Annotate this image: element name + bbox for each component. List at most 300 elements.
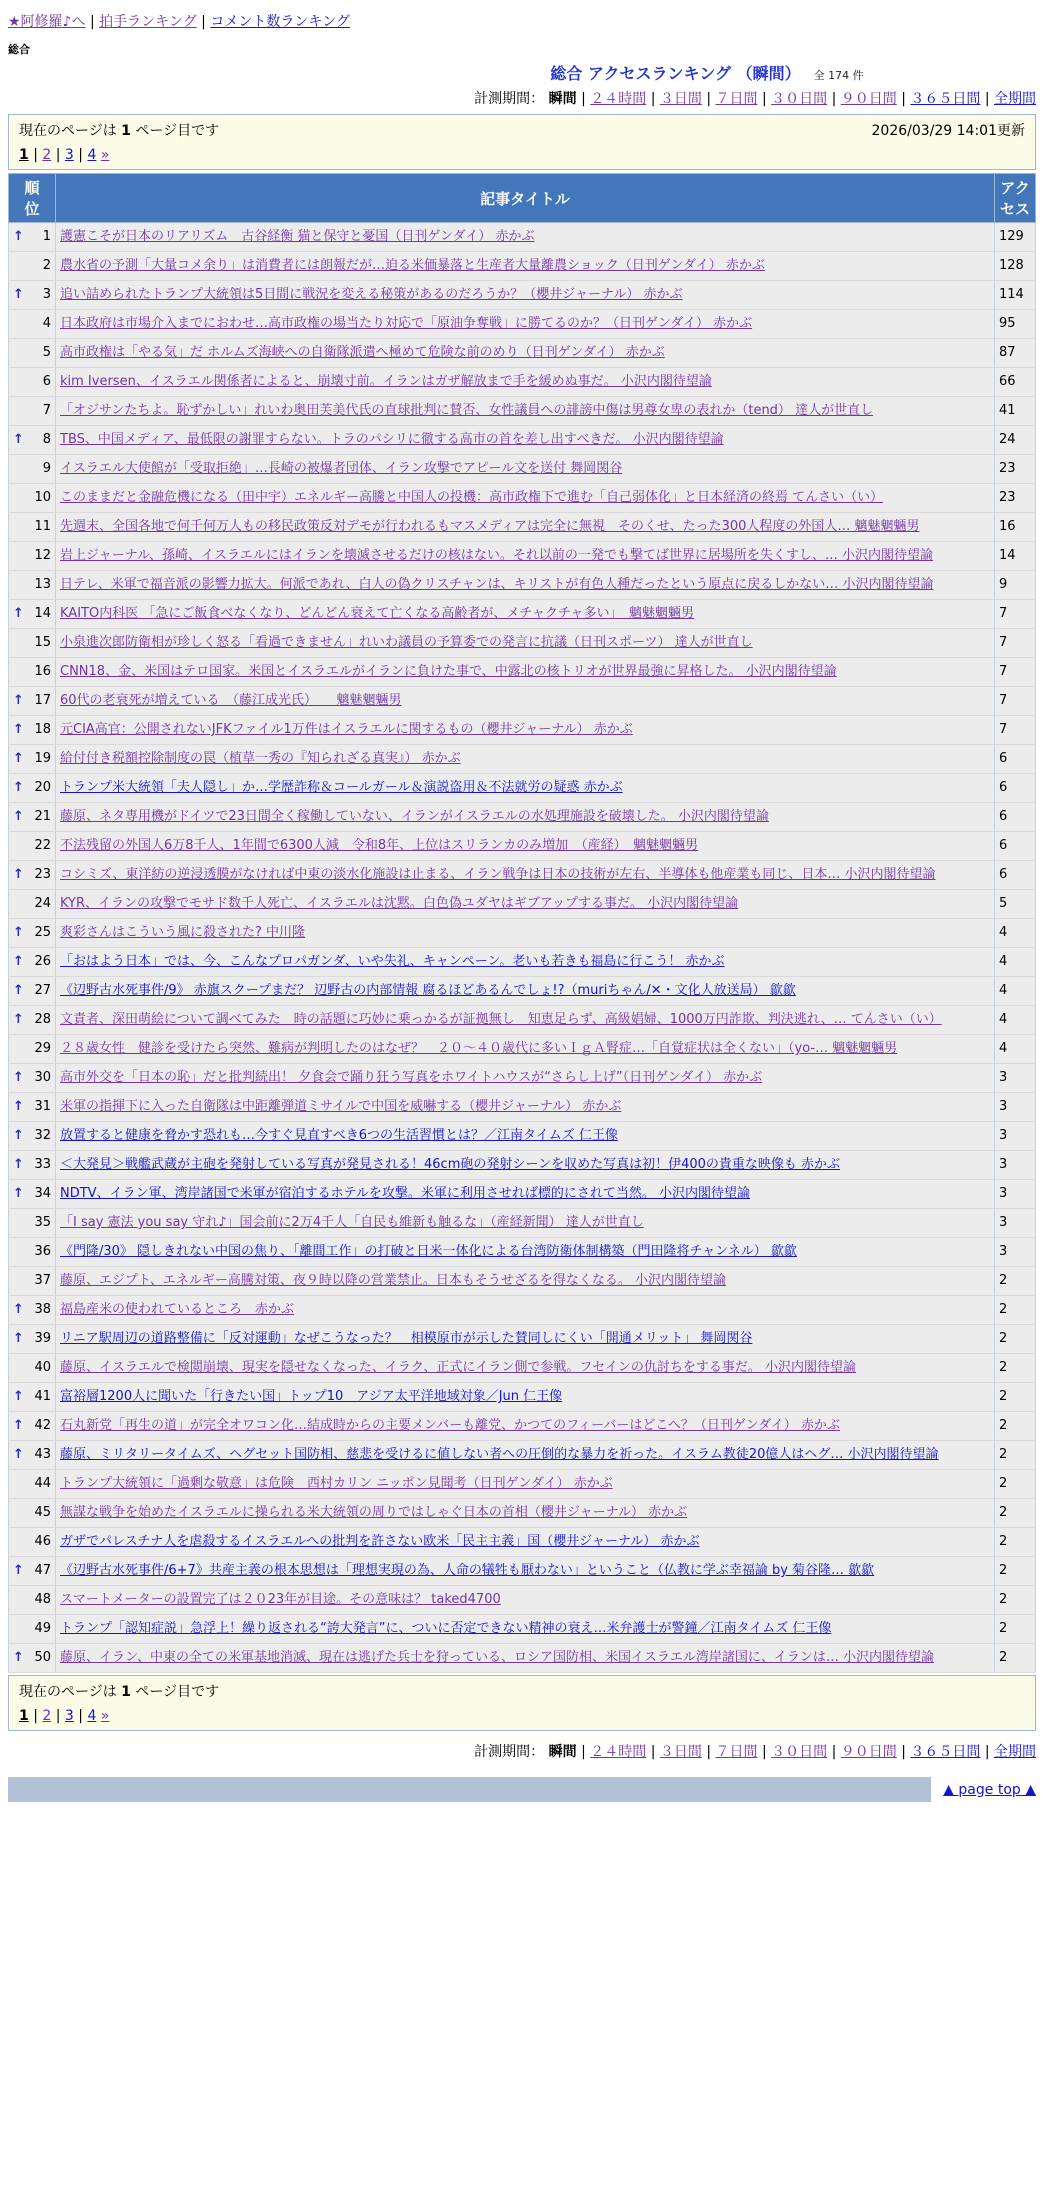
period-link[interactable]: 全期間 <box>994 91 1036 107</box>
table-row <box>9 1180 1036 1209</box>
pagination-page-link[interactable]: 4 <box>87 1708 97 1724</box>
title-cell <box>56 1412 995 1441</box>
rank-number: 15 <box>34 635 51 650</box>
rank-cell <box>9 310 56 339</box>
article-link[interactable]: 「おはよう日本」では、今、こんなプロパガンダ、いや失礼、キャンペーン。老いも若きも福島に行こう！ 赤かぶ <box>60 954 725 969</box>
table-row <box>9 1412 1036 1441</box>
table-row <box>9 1644 1036 1673</box>
footer-band <box>8 1777 1036 1802</box>
article-link[interactable]: 農水省の予測「大量コメ余り」は消費者には朗報だが…迫る米価暴落と生産者大量離農ショック（日刊ゲンダイ） 赤かぶ <box>60 258 765 273</box>
table-row <box>9 426 1036 455</box>
period-link[interactable]: ２４時間 <box>590 1744 647 1760</box>
table-row <box>9 1238 1036 1267</box>
article-link[interactable]: 富裕層1200人に聞いた「行きたい国」トップ10 アジア太平洋地域対象／Jun 仁王像 <box>60 1389 563 1404</box>
article-link[interactable]: 米軍の指揮下に入った自衛隊は中距離弾道ミサイルで中国を威嚇する（櫻井ジャーナル） 赤かぶ <box>60 1099 622 1114</box>
access-count: 7 <box>995 658 1036 687</box>
access-count: 95 <box>995 310 1036 339</box>
rank-number: 6 <box>42 374 51 389</box>
article-link[interactable]: KAITO内科医 「急にご飯食べなくなり、どんどん衰えて亡くなる高齢者が、メチャクチャ多い」 魑魅魍魎男 <box>60 606 695 621</box>
page-info-prefix: 現在のページは <box>19 123 122 139</box>
rank-number: 2 <box>42 258 51 273</box>
period-link[interactable]: ７日間 <box>715 91 758 107</box>
separator: | <box>980 91 994 107</box>
title-cell <box>56 426 995 455</box>
article-link[interactable]: 高市政権は「やる気」だ ホルムズ海峡への自衛隊派遣へ極めて危険な前のめり（日刊ゲンダイ） 赤かぶ <box>60 345 665 360</box>
table-row <box>9 658 1036 687</box>
rank-cell <box>9 629 56 658</box>
rank-up-arrow-icon: ↑ <box>13 925 24 940</box>
top-nav-link[interactable]: コメント数ランキング <box>210 14 350 30</box>
rank-number: 38 <box>34 1302 51 1317</box>
article-link[interactable]: 《辺野古水死事件/9》 赤旗スクープまだ？ 辺野古の内部情報 腐るほどあるんでしょ!?（muriちゃん/✕・文化人放送局） 歙歙 <box>60 983 796 998</box>
rank-cell <box>9 1441 56 1470</box>
rank-cell <box>9 948 56 977</box>
rank-cell <box>9 716 56 745</box>
rank-up-arrow-icon: ↑ <box>13 1418 24 1433</box>
rank-up-arrow-icon: ↑ <box>13 780 24 795</box>
access-count: 23 <box>995 455 1036 484</box>
rank-up-arrow-icon: ↑ <box>13 1331 24 1346</box>
rank-number: 7 <box>42 403 51 418</box>
article-link[interactable]: コシミズ、東洋紡の逆浸透膜がなければ中東の淡水化施設は止まる、イラン戦争は日本の技術が左右、半導体も他産業も同じ、日本… 小沢内閣待望論 <box>60 867 936 882</box>
article-link[interactable]: 福島産米の使われているところ 赤かぶ <box>60 1302 295 1317</box>
rank-cell <box>9 1412 56 1441</box>
table-row <box>9 1586 1036 1615</box>
rank-up-arrow-icon: ↑ <box>13 1302 24 1317</box>
table-row <box>9 1557 1036 1586</box>
access-count: 2 <box>995 1354 1036 1383</box>
separator: | <box>701 1744 716 1760</box>
article-link[interactable]: トランプ米大統領「夫人隠し」か…学歴詐称＆コールガール＆演説盗用＆不法就労の疑惑 赤かぶ <box>60 780 623 795</box>
pagination-current-page[interactable]: 1 <box>19 147 29 163</box>
rank-number: 50 <box>34 1650 51 1665</box>
rank-number: 35 <box>34 1215 51 1230</box>
rank-number: 13 <box>34 577 51 592</box>
rank-cell <box>9 1238 56 1267</box>
article-link[interactable]: このままだと金融危機になる（田中宇）エネルギー高騰と中国人の投機：高市政権下で進む「自己弱体化」と日本経済の終焉 てんさい（い） <box>60 490 884 505</box>
rank-cell <box>9 1151 56 1180</box>
title-cell <box>56 223 995 252</box>
rank-cell <box>9 832 56 861</box>
rank-number: 33 <box>34 1157 51 1172</box>
title-cell <box>56 1528 995 1557</box>
article-link[interactable]: トランプ「認知症説」急浮上！繰り返される“誇大発言”に、ついに否定できない精神の衰え…米弁護士が警鐘／江南タイムズ 仁王像 <box>60 1621 832 1636</box>
rank-cell <box>9 687 56 716</box>
access-count: 6 <box>995 832 1036 861</box>
access-count: 14 <box>995 542 1036 571</box>
article-link[interactable]: 給付付き税額控除制度の罠（植草一秀の『知られざる真実』） 赤かぶ <box>60 751 461 766</box>
access-count: 7 <box>995 716 1036 745</box>
rank-number: 39 <box>34 1331 51 1346</box>
access-count: 2 <box>995 1412 1036 1441</box>
article-link[interactable]: 「I say 憲法 you say 守れ♪」国会前に2万4千人「自民も維新も触るな」（産経新聞） 達人が世直し <box>60 1215 644 1230</box>
separator: | <box>51 1708 65 1724</box>
separator: | <box>757 1744 772 1760</box>
table-row <box>9 890 1036 919</box>
rank-cell <box>9 1615 56 1644</box>
rank-up-arrow-icon: ↑ <box>13 1012 24 1027</box>
rank-number: 32 <box>34 1128 51 1143</box>
table-row <box>9 1296 1036 1325</box>
separator: | <box>576 91 591 107</box>
article-link[interactable]: 藤原、ミリタリータイムズ、ヘグセット国防相、慈悲を受けるに値しない者への圧倒的な暴力を祈った。イスラム教徒20億人はヘグ… 小沢内閣待望論 <box>60 1447 939 1462</box>
article-link[interactable]: 藤原、イスラエルで検閲崩壊、現実を隠せなくなった、イラク、正式にイラン側で参戦。フセインの仇討ちをする事だ。 小沢内閣待望論 <box>60 1360 856 1375</box>
article-link[interactable]: トランプ大統領に「過剰な敬意」は危険 西村カリン ニッポン見聞考（日刊ゲンダイ） 赤かぶ <box>60 1476 613 1491</box>
table-row <box>9 1122 1036 1151</box>
top-nav-link[interactable]: ★阿修羅♪へ <box>8 14 86 30</box>
title-cell <box>56 1006 995 1035</box>
rank-cell <box>9 571 56 600</box>
period-link[interactable]: ３０日間 <box>771 1744 828 1760</box>
period-nav-label: 計測期間： <box>474 1744 549 1760</box>
title-cell <box>56 1557 995 1586</box>
separator: | <box>646 91 660 107</box>
access-count: 3 <box>995 1122 1036 1151</box>
rank-up-arrow-icon: ↑ <box>13 1563 24 1578</box>
access-count: 2 <box>995 1528 1036 1557</box>
table-row <box>9 1006 1036 1035</box>
access-count: 7 <box>995 629 1036 658</box>
rank-up-arrow-icon: ↑ <box>13 722 24 737</box>
title-cell <box>56 571 995 600</box>
table-row <box>9 368 1036 397</box>
article-link[interactable]: イスラエル大使館が「受取拒絶」…長崎の被爆者団体、イラン攻撃でアピール文を送付 舞岡関谷 <box>60 461 623 476</box>
separator: | <box>51 147 65 163</box>
access-count: 4 <box>995 919 1036 948</box>
table-row <box>9 919 1036 948</box>
table-row <box>9 1528 1036 1557</box>
pagination-page-link[interactable]: 2 <box>42 147 52 163</box>
ranking-table <box>8 173 1036 1673</box>
article-link[interactable]: 日本政府は市場介入までにおわせ…高市政権の場当たり対応で「原油争奪戦」に勝てるのか？（日刊ゲンダイ） 赤かぶ <box>60 316 753 331</box>
article-link[interactable]: 先週末、全国各地で何千何万人もの移民政策反対デモが行われるもマスメディアは完全に無視 そのくせ、たった300人程度の外国人… 魑魅魍魎男 <box>60 519 920 534</box>
access-count: 5 <box>995 890 1036 919</box>
rank-number: 12 <box>34 548 51 563</box>
rank-cell <box>9 1035 56 1064</box>
rank-up-arrow-icon: ↑ <box>13 1447 24 1462</box>
article-link[interactable]: スマートメーターの設置完了は２０23年が目途。その意味は？ taked4700 <box>60 1592 501 1607</box>
article-link[interactable]: 小泉進次郎防衛相が珍しく怒る「看過できません」れいわ議員の予算委での発言に抗議（日刊スポーツ） 達人が世直し <box>60 635 753 650</box>
article-link[interactable]: 60代の老衰死が増えている （藤江成光氏） 魑魅魍魎男 <box>60 693 402 708</box>
rank-up-arrow-icon: ↑ <box>13 693 24 708</box>
title-cell <box>56 832 995 861</box>
separator: | <box>28 1708 43 1724</box>
title-cell <box>56 1035 995 1064</box>
access-count: 2 <box>995 1325 1036 1354</box>
rank-cell <box>9 861 56 890</box>
page-title-line <box>8 61 1036 84</box>
rank-number: 31 <box>34 1099 51 1114</box>
rank-cell <box>9 890 56 919</box>
access-count: 3 <box>995 1093 1036 1122</box>
period-link[interactable]: ３６５日間 <box>910 1744 981 1760</box>
table-row <box>9 687 1036 716</box>
rank-number: 34 <box>34 1186 51 1201</box>
title-cell <box>56 513 995 542</box>
page-info-number: 1 <box>121 1684 131 1700</box>
separator: | <box>646 1744 660 1760</box>
title-cell <box>56 339 995 368</box>
rank-cell <box>9 252 56 281</box>
access-count: 87 <box>995 339 1036 368</box>
separator: | <box>28 147 43 163</box>
rank-number: 40 <box>34 1360 51 1375</box>
top-info-box <box>8 114 1036 170</box>
title-cell <box>56 1093 995 1122</box>
page-info-number: 1 <box>121 123 131 139</box>
article-link[interactable]: 不法残留の外国人6万8千人、1年間で6300人減 令和8年、上位はスリランカのみ増加 （産経） 魑魅魍魎男 <box>60 838 699 853</box>
rank-cell <box>9 1383 56 1412</box>
period-link[interactable]: ３６５日間 <box>910 91 981 107</box>
article-link[interactable]: TBS、中国メディア、最低限の謝罪すらない。トラのパシリに徹する高市の首を差し出すべきだ。 小沢内閣待望論 <box>60 432 724 447</box>
rank-cell <box>9 1296 56 1325</box>
rank-cell <box>9 1093 56 1122</box>
article-link[interactable]: 護憲こそが日本のリアリズム 古谷経衡 猫と保守と憂国（日刊ゲンダイ） 赤かぶ <box>60 229 535 244</box>
article-link[interactable]: 追い詰められたトランプ大統領は5日間に戦況を変える秘策があるのだろうか？（櫻井ジャーナル） 赤かぶ <box>60 287 683 302</box>
rank-cell <box>9 426 56 455</box>
rank-up-arrow-icon: ↑ <box>13 954 24 969</box>
article-link[interactable]: 《門隆/30》 隠しきれない中国の焦り、「離間工作」の打破と日米一体化による台湾防衛体制構築（門田隆将チャンネル） 歙歙 <box>60 1244 797 1259</box>
separator: | <box>980 1744 994 1760</box>
rank-cell <box>9 1006 56 1035</box>
rank-cell <box>9 1064 56 1093</box>
access-count: 4 <box>995 1035 1036 1064</box>
rank-cell <box>9 455 56 484</box>
table-row <box>9 1267 1036 1296</box>
rank-up-arrow-icon: ↑ <box>13 1650 24 1665</box>
separator: | <box>85 14 100 30</box>
article-link[interactable]: 無謀な戦争を始めたイスラエルに操られる米大統領の周りではしゃぐ日本の首相（櫻井ジャーナル） 赤かぶ <box>60 1505 688 1520</box>
rank-number: 24 <box>34 896 51 911</box>
pagination-top <box>19 147 1025 163</box>
access-count: 16 <box>995 513 1036 542</box>
table-row <box>9 542 1036 571</box>
rank-up-arrow-icon: ↑ <box>13 432 24 447</box>
period-link[interactable]: ９０日間 <box>840 91 897 107</box>
table-row <box>9 1064 1036 1093</box>
table-row <box>9 310 1036 339</box>
article-link[interactable]: 石丸新党「再生の道」が完全オワコン化…結成時からの主要メンバーも離党、かつてのフィーバーはどこへ？（日刊ゲンダイ） 赤かぶ <box>60 1418 840 1433</box>
table-row <box>9 1151 1036 1180</box>
article-link[interactable]: 元CIA高官：公開されないJFKファイル1万件はイスラエルに関するもの（櫻井ジャーナル） 赤かぶ <box>60 722 633 737</box>
access-count: 7 <box>995 600 1036 629</box>
table-row <box>9 1035 1036 1064</box>
access-count: 2 <box>995 1267 1036 1296</box>
article-link[interactable]: 文責者、深田萌絵について調べてみた 時の話題に巧妙に乗っかるが証拠無し 知恵足らず、高級娼婦、1000万円詐欺、判決逃れ、… てんさい（い） <box>60 1012 942 1027</box>
access-count: 3 <box>995 1064 1036 1093</box>
rank-cell <box>9 1180 56 1209</box>
separator: | <box>73 147 88 163</box>
table-row <box>9 977 1036 1006</box>
ranking-rows <box>9 223 1036 1673</box>
pagination-bottom <box>19 1708 1025 1724</box>
separator: | <box>757 91 772 107</box>
title-column-header: 記事タイトル <box>56 174 995 223</box>
rank-cell <box>9 919 56 948</box>
separator: | <box>896 1744 911 1760</box>
rank-number: 48 <box>34 1592 51 1607</box>
access-count: 24 <box>995 426 1036 455</box>
rank-up-arrow-icon: ↑ <box>13 606 24 621</box>
title-cell <box>56 1325 995 1354</box>
pagination-next-link[interactable]: » <box>100 147 110 163</box>
rank-up-arrow-icon: ↑ <box>13 867 24 882</box>
rank-up-arrow-icon: ↑ <box>13 809 24 824</box>
rank-up-arrow-icon: ↑ <box>13 1157 24 1172</box>
title-cell <box>56 1586 995 1615</box>
pagination-current-page[interactable]: 1 <box>19 1708 29 1724</box>
rank-cell <box>9 542 56 571</box>
rank-number: 20 <box>34 780 51 795</box>
article-link[interactable]: ガザでパレスチナ人を虐殺するイスラエルへの批判を許さない欧米「民主主義」国（櫻井ジャーナル） 赤かぶ <box>60 1534 700 1549</box>
title-cell <box>56 774 995 803</box>
table-row <box>9 397 1036 426</box>
separator: | <box>701 91 716 107</box>
rank-cell <box>9 1325 56 1354</box>
period-link[interactable]: 全期間 <box>994 1744 1036 1760</box>
access-count: 2 <box>995 1296 1036 1325</box>
title-cell <box>56 484 995 513</box>
page-info <box>19 120 219 140</box>
article-link[interactable]: 藤原、エジプト、エネルギー高騰対策、夜９時以降の営業禁止。日本もそうせざるを得なくなる。 小沢内閣待望論 <box>60 1273 726 1288</box>
article-link[interactable]: 《辺野古水死事件/6+7》共産主義の根本思想は「理想実現の為、人命の犠牲も厭わない」ということ（仏教に学ぶ幸福論 by 菊谷隆… 歙歙 <box>60 1563 875 1578</box>
access-count: 9 <box>995 571 1036 600</box>
access-count: 4 <box>995 948 1036 977</box>
bottom-info-box <box>8 1675 1036 1731</box>
article-link[interactable]: リニア駅周辺の道路整備に「反対運動」なぜこうなった？ 相模原市が示した賛同しにくい「開通メリット」 舞岡関谷 <box>60 1331 753 1346</box>
top-nav <box>8 8 1036 39</box>
pagination-page-link[interactable]: 3 <box>64 147 74 163</box>
title-cell <box>56 600 995 629</box>
article-link[interactable]: KYR、イランの攻撃でモサド数千人死亡、イスラエルは沈黙。白色偽ユダヤはギブアップする事だ。 小沢内閣待望論 <box>60 896 739 911</box>
access-count: 2 <box>995 1644 1036 1673</box>
rank-cell <box>9 658 56 687</box>
title-cell <box>56 281 995 310</box>
access-count: 2 <box>995 1383 1036 1412</box>
rank-cell <box>9 600 56 629</box>
article-link[interactable]: ２８歳女性 健診を受けたら突然、難病が判明したのはなぜ？ ２０～４０歳代に多いＩｇＡ腎症…「自覚症状は全くない」（yo-… 魑魅魍魎男 <box>60 1041 898 1056</box>
title-cell <box>56 1441 995 1470</box>
article-link[interactable]: 藤原、ネタ専用機がドイツで23日間全く稼働していない、イランがイスラエルの水処理施設を破壊した。 小沢内閣待望論 <box>60 809 769 824</box>
rank-number: 45 <box>34 1505 51 1520</box>
rank-number: 26 <box>34 954 51 969</box>
period-link[interactable]: ９０日間 <box>840 1744 897 1760</box>
period-current: 瞬間 <box>548 91 577 107</box>
table-row <box>9 339 1036 368</box>
rank-cell <box>9 977 56 1006</box>
rank-cell <box>9 1644 56 1673</box>
rank-cell <box>9 223 56 252</box>
period-current: 瞬間 <box>548 1744 577 1760</box>
period-link[interactable]: ３日間 <box>659 91 702 107</box>
article-link[interactable]: 藤原、イラン、中東の全ての米軍基地消滅、現在は逃げた兵士を狩っている、ロシア国防相、米国イスラエル湾岸諸国に、イランは… 小沢内閣待望論 <box>60 1650 934 1665</box>
access-count: 3 <box>995 1209 1036 1238</box>
article-link[interactable]: 「オジサンたちよ。恥ずかしい」れいわ奥田芙美代氏の直球批判に賛否、女性議員への誹謗中傷は男尊女卑の表れか（tend） 達人が世直し <box>60 403 874 418</box>
access-count: 114 <box>995 281 1036 310</box>
table-row <box>9 252 1036 281</box>
rank-cell <box>9 1267 56 1296</box>
separator: | <box>576 1744 591 1760</box>
article-link[interactable]: 爽彩さんはこういう風に殺された? 中川隆 <box>60 925 306 940</box>
table-row <box>9 1209 1036 1238</box>
separator: | <box>196 14 211 30</box>
rank-cell <box>9 339 56 368</box>
access-count: 6 <box>995 774 1036 803</box>
rank-cell <box>9 513 56 542</box>
article-link[interactable]: 日テレ、米軍で福音派の影響力拡大。何派であれ、白人の偽クリスチャンは、キリストが有色人種だったという原点に戻るしかない… 小沢内閣待望論 <box>60 577 934 592</box>
period-link[interactable]: ３日間 <box>659 1744 702 1760</box>
pagination-page-link[interactable]: 2 <box>42 1708 52 1724</box>
table-row <box>9 745 1036 774</box>
period-nav-bottom <box>8 1741 1036 1761</box>
separator: | <box>827 91 841 107</box>
article-link[interactable]: kim Iversen、イスラエル関係者によると、崩壊寸前。イランはガザ解放まで手を緩めぬ事だ。 小沢内閣待望論 <box>60 374 712 389</box>
period-link[interactable]: ７日間 <box>715 1744 758 1760</box>
table-row <box>9 1470 1036 1499</box>
period-link[interactable]: ３０日間 <box>771 91 828 107</box>
table-row <box>9 832 1036 861</box>
title-cell <box>56 716 995 745</box>
rank-cell <box>9 281 56 310</box>
rank-up-arrow-icon: ↑ <box>13 287 24 302</box>
rank-number: 10 <box>34 490 51 505</box>
article-link[interactable]: 高市外交を「日本の恥」だと批判続出！ 夕食会で踊り狂う写真をホワイトハウスが“さらし上げ”（日刊ゲンダイ） 赤かぶ <box>60 1070 763 1085</box>
access-count: 2 <box>995 1470 1036 1499</box>
access-count: 2 <box>995 1586 1036 1615</box>
access-column-header: アクセス <box>995 174 1036 223</box>
page-info-suffix: ページ目です <box>130 1684 220 1700</box>
article-link[interactable]: CNN18、金、米国はテロ国家。米国とイスラエルがイランに負けた事で、中露北の核トリオが世界最強に昇格した。 小沢内閣待望論 <box>60 664 837 679</box>
title-cell <box>56 1499 995 1528</box>
pagination-page-link[interactable]: 4 <box>87 147 97 163</box>
table-row <box>9 1383 1036 1412</box>
title-cell <box>56 542 995 571</box>
page-title: 総合 アクセスランキング （瞬間） <box>550 64 801 83</box>
rank-cell <box>9 774 56 803</box>
page-top-area <box>931 1777 1036 1802</box>
rank-number: 18 <box>34 722 51 737</box>
title-cell <box>56 1209 995 1238</box>
rank-number: 41 <box>34 1389 51 1404</box>
article-link[interactable]: 放置すると健康を脅かす恐れも…今すぐ見直すべき6つの生活習慣とは？／江南タイムズ 仁王像 <box>60 1128 618 1143</box>
rank-number: 43 <box>34 1447 51 1462</box>
rank-number: 8 <box>42 432 51 447</box>
rank-up-arrow-icon: ↑ <box>13 1389 24 1404</box>
rank-number: 25 <box>34 925 51 940</box>
page-top-link[interactable]: ▲ page top ▲ <box>943 1781 1036 1798</box>
article-link[interactable]: ＜大発見＞戦艦武蔵が主砲を発射している写真が発見される！46cm砲の発射シーンを収めた写真は初！伊400の貴重な映像も 赤かぶ <box>60 1157 841 1172</box>
category-label: 総合 <box>8 43 30 56</box>
rank-number: 36 <box>34 1244 51 1259</box>
title-cell <box>56 1122 995 1151</box>
article-link[interactable]: 岩上ジャーナル、孫崎、イスラエルにはイランを壊滅させるだけの核はない。それ以前の一発でも撃てば世界に居場所を失くすし、… 小沢内閣待望論 <box>60 548 934 563</box>
pagination-page-link[interactable]: 3 <box>64 1708 74 1724</box>
page-info-prefix: 現在のページは <box>19 1684 122 1700</box>
top-nav-link[interactable]: 拍手ランキング <box>99 14 197 30</box>
rank-cell <box>9 1499 56 1528</box>
title-cell <box>56 368 995 397</box>
page-info-bottom <box>19 1681 219 1701</box>
period-link[interactable]: ２４時間 <box>590 91 647 107</box>
rank-number: 27 <box>34 983 51 998</box>
title-cell <box>56 1644 995 1673</box>
table-row <box>9 629 1036 658</box>
article-link[interactable]: NDTV、イラン軍、湾岸諸国で米軍が宿泊するホテルを攻撃。米軍に利用させれば標的にされて当然。 小沢内閣待望論 <box>60 1186 751 1201</box>
title-cell <box>56 919 995 948</box>
rank-up-arrow-icon: ↑ <box>13 1186 24 1201</box>
rank-number: 14 <box>34 606 51 621</box>
pagination-next-link[interactable]: » <box>100 1708 110 1724</box>
